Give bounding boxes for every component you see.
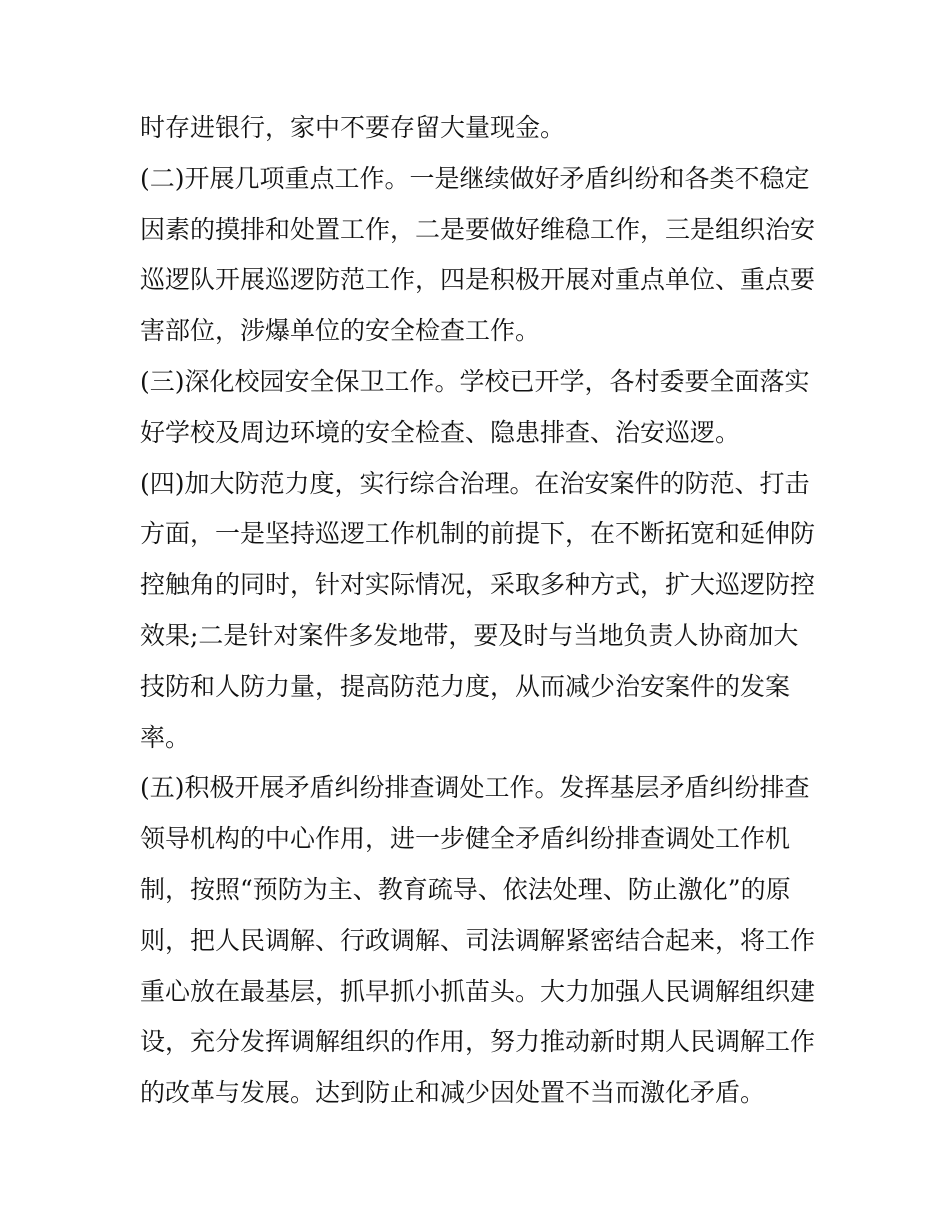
text-line: 时存进银行，家中不要存留大量现金。 [140,113,566,142]
text-line: 领导机构的中心作用，进一步健全矛盾纠纷排查调处工作机 [140,824,791,854]
text-line: 因素的摸排和处置工作，二是要做好维稳工作，三是组织治安 [140,214,816,244]
text-line: 效果;二是针对案件多发地带，要及时与当地负责人协商加大 [140,620,799,650]
text-line: 率。 [140,722,191,752]
text-line: 则，把人民调解、行政调解、司法调解紧密结合起来，将工作 [140,925,816,955]
text-line: 设，充分发挥调解组织的作用，努力推动新时期人民调解工作 [140,1027,816,1057]
text-line: 的改革与发展。达到防止和减少因处置不当而激化矛盾。 [140,1078,766,1108]
text-line: 控触角的同时，针对实际情况，采取多种方式，扩大巡逻防控 [140,570,816,600]
document-body [140,103,820,1119]
text-line: (四)加大防范力度，实行综合治理。在治安案件的防范、打击 [140,468,810,498]
text-line: 好学校及周边环境的安全检查、隐患排查、治安巡逻。 [140,417,741,447]
text-line: 巡逻队开展巡逻防范工作，四是积极开展对重点单位、重点要 [140,265,816,295]
text-line: 技防和人防力量，提高防范力度，从而减少治安案件的发案 [140,671,791,701]
text-line: (三)深化校园安全保卫工作。学校已开学，各村委要全面落实 [140,366,810,396]
text-line: 方面，一是坚持巡逻工作机制的前提下，在不断拓宽和延伸防 [140,519,816,549]
text-line: 重心放在最基层，抓早抓小抓苗头。大力加强人民调解组织建 [140,976,816,1006]
text-line: (五)积极开展矛盾纠纷排查调处工作。发挥基层矛盾纠纷排查 [140,773,810,803]
text-line: 害部位，涉爆单位的安全检查工作。 [140,316,541,346]
text-line: 制，按照“预防为主、教育疏导、依法处理、防止激化”的原 [140,874,791,904]
text-line: (二)开展几项重点工作。一是继续做好矛盾纠纷和各类不稳定 [140,163,810,193]
